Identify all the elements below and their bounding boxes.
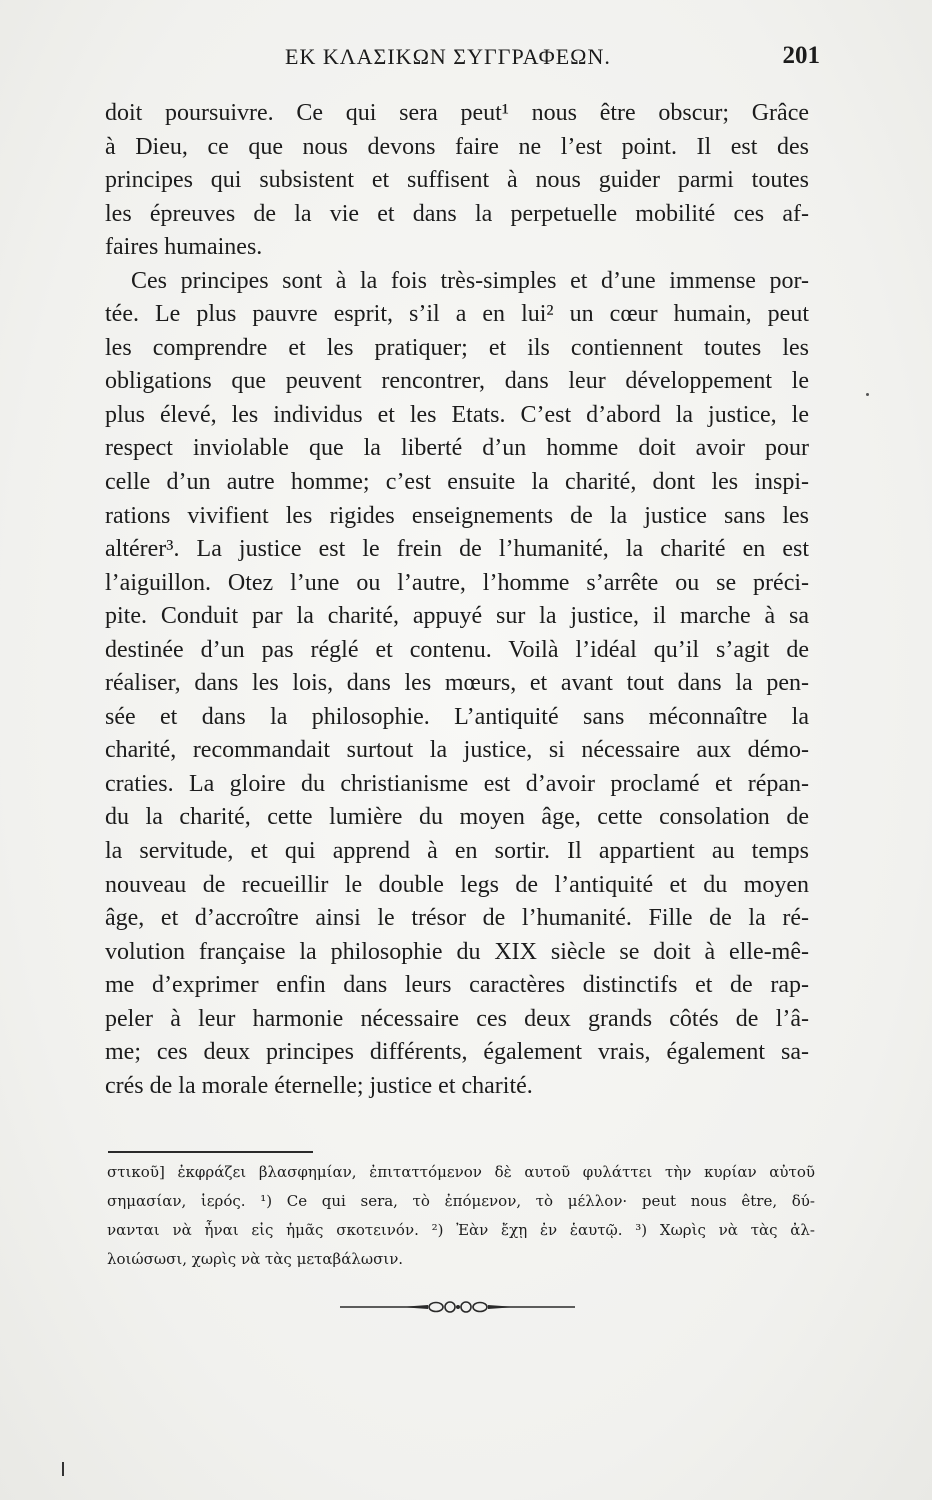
text-line: l’aiguillon. Otez l’une ou l’autre, l’homme s’arrête ou se préci-: [105, 569, 809, 596]
text-line: âge, et d’accroître ainsi le trésor de l’humanité. Fille de la ré-: [105, 905, 809, 932]
text-line: respect inviolable que la liberté d’un homme doit avoir pour: [105, 435, 809, 462]
text-line: charité, recommandait surtout la justice, si nécessaire aux démo-: [105, 737, 809, 764]
text-line: crés de la morale éternelle; justice et charité.: [105, 1072, 533, 1099]
text-line: doit poursuivre. Ce qui sera peut¹ nous être obscur; Grâce: [105, 100, 809, 126]
footnote-rule: [108, 1151, 313, 1153]
text-line: obligations que peuvent rencontrer, dans leur développement le: [105, 368, 809, 395]
tailpiece-ornament: [340, 1300, 575, 1314]
footnote-line: νανται νὰ ἦναι εἰς ἡμᾶς σκοτεινόν. ²) Ἐὰν ἔχῃ ἐν ἑαυτῷ. ³) Χωρὶς νὰ τὰς ἀλ-: [107, 1221, 815, 1239]
text-line: me; ces deux principes différents, également vrais, également sa-: [105, 1039, 809, 1066]
text-line: destinée d’un pas réglé et contenu. Voilà l’idéal qu’il s’agit de: [105, 636, 809, 663]
text-line: nouveau de recueillir le double legs de l’antiquité et du moyen: [105, 871, 809, 898]
text-line: volution française la philosophie du XIX siècle se doit à elle-mê-: [105, 938, 809, 965]
text-line: réaliser, dans les lois, dans les mœurs, et avant tout dans la pen-: [105, 670, 809, 697]
footnote-line: σημασίαν, ἱερός. ¹) Ce qui sera, τὸ ἐπόμενον, τὸ μέλλον· peut nous être, δύ-: [107, 1192, 815, 1210]
text-line: tée. Le plus pauvre esprit, s’il a en lui² un cœur humain, peut: [105, 301, 809, 328]
text-line: rations vivifient les rigides enseignements de la justice sans les: [105, 502, 809, 529]
text-line: à Dieu, ce que nous devons faire ne l’est point. Il est des: [105, 133, 809, 160]
text-line: faires humaines.: [105, 234, 263, 261]
footnote-line: λοιώσωσι, χωρὶς νὰ τὰς μεταβάλωσιν.: [107, 1250, 404, 1268]
footnotes: [107, 1158, 815, 1274]
text-line: pite. Conduit par la charité, appuyé sur la justice, il marche à sa: [105, 603, 809, 630]
text-line: les épreuves de la vie et dans la perpetuelle mobilité ces af-: [105, 200, 809, 227]
text-line: peler à leur harmonie nécessaire ces deux grands côtés de l’â-: [105, 1005, 809, 1032]
text-line: principes qui subsistent et suffisent à nous guider parmi toutes: [105, 167, 809, 194]
page-number: 201: [782, 42, 820, 69]
stray-mark: [62, 1462, 64, 1476]
text-line: sée et dans la philosophie. L’antiquité sans méconnaître la: [105, 703, 809, 730]
running-title: ΕΚ ΚΛΑΣΙΚΩΝ ΣΥΓΓΡΑΦΕΩΝ.: [285, 44, 611, 69]
ink-speck: [866, 393, 869, 396]
text-line: celle d’un autre homme; c’est ensuite la charité, dont les inspi-: [105, 469, 809, 496]
text-line: les comprendre et les pratiquer; et ils contiennent toutes les: [105, 334, 809, 361]
page-header: [105, 44, 820, 78]
footnote-line: στικοῦ] ἐκφράζει βλασφημίαν, ἐπιταττόμενον δὲ αυτοῦ φυλάττει τὴν κυρίαν αὐτοῦ: [107, 1163, 815, 1181]
text-line: Ces principes sont à la fois très-simples et d’une immense por-: [131, 267, 809, 294]
text-line: me d’exprimer enfin dans leurs caractères distinctifs et de rap-: [105, 972, 809, 999]
text-line: craties. La gloire du christianisme est d’avoir proclamé et répan-: [105, 770, 809, 797]
text-line: la servitude, et qui apprend à en sortir. Il appartient au temps: [105, 838, 809, 865]
main-text: [105, 97, 809, 1103]
text-line: plus élevé, les individus et les Etats. C’est d’abord la justice, le: [105, 401, 809, 428]
text-line: altérer³. La justice est le frein de l’humanité, la charité en est: [105, 536, 809, 563]
text-line: du la charité, cette lumière du moyen âge, cette consolation de: [105, 804, 809, 831]
